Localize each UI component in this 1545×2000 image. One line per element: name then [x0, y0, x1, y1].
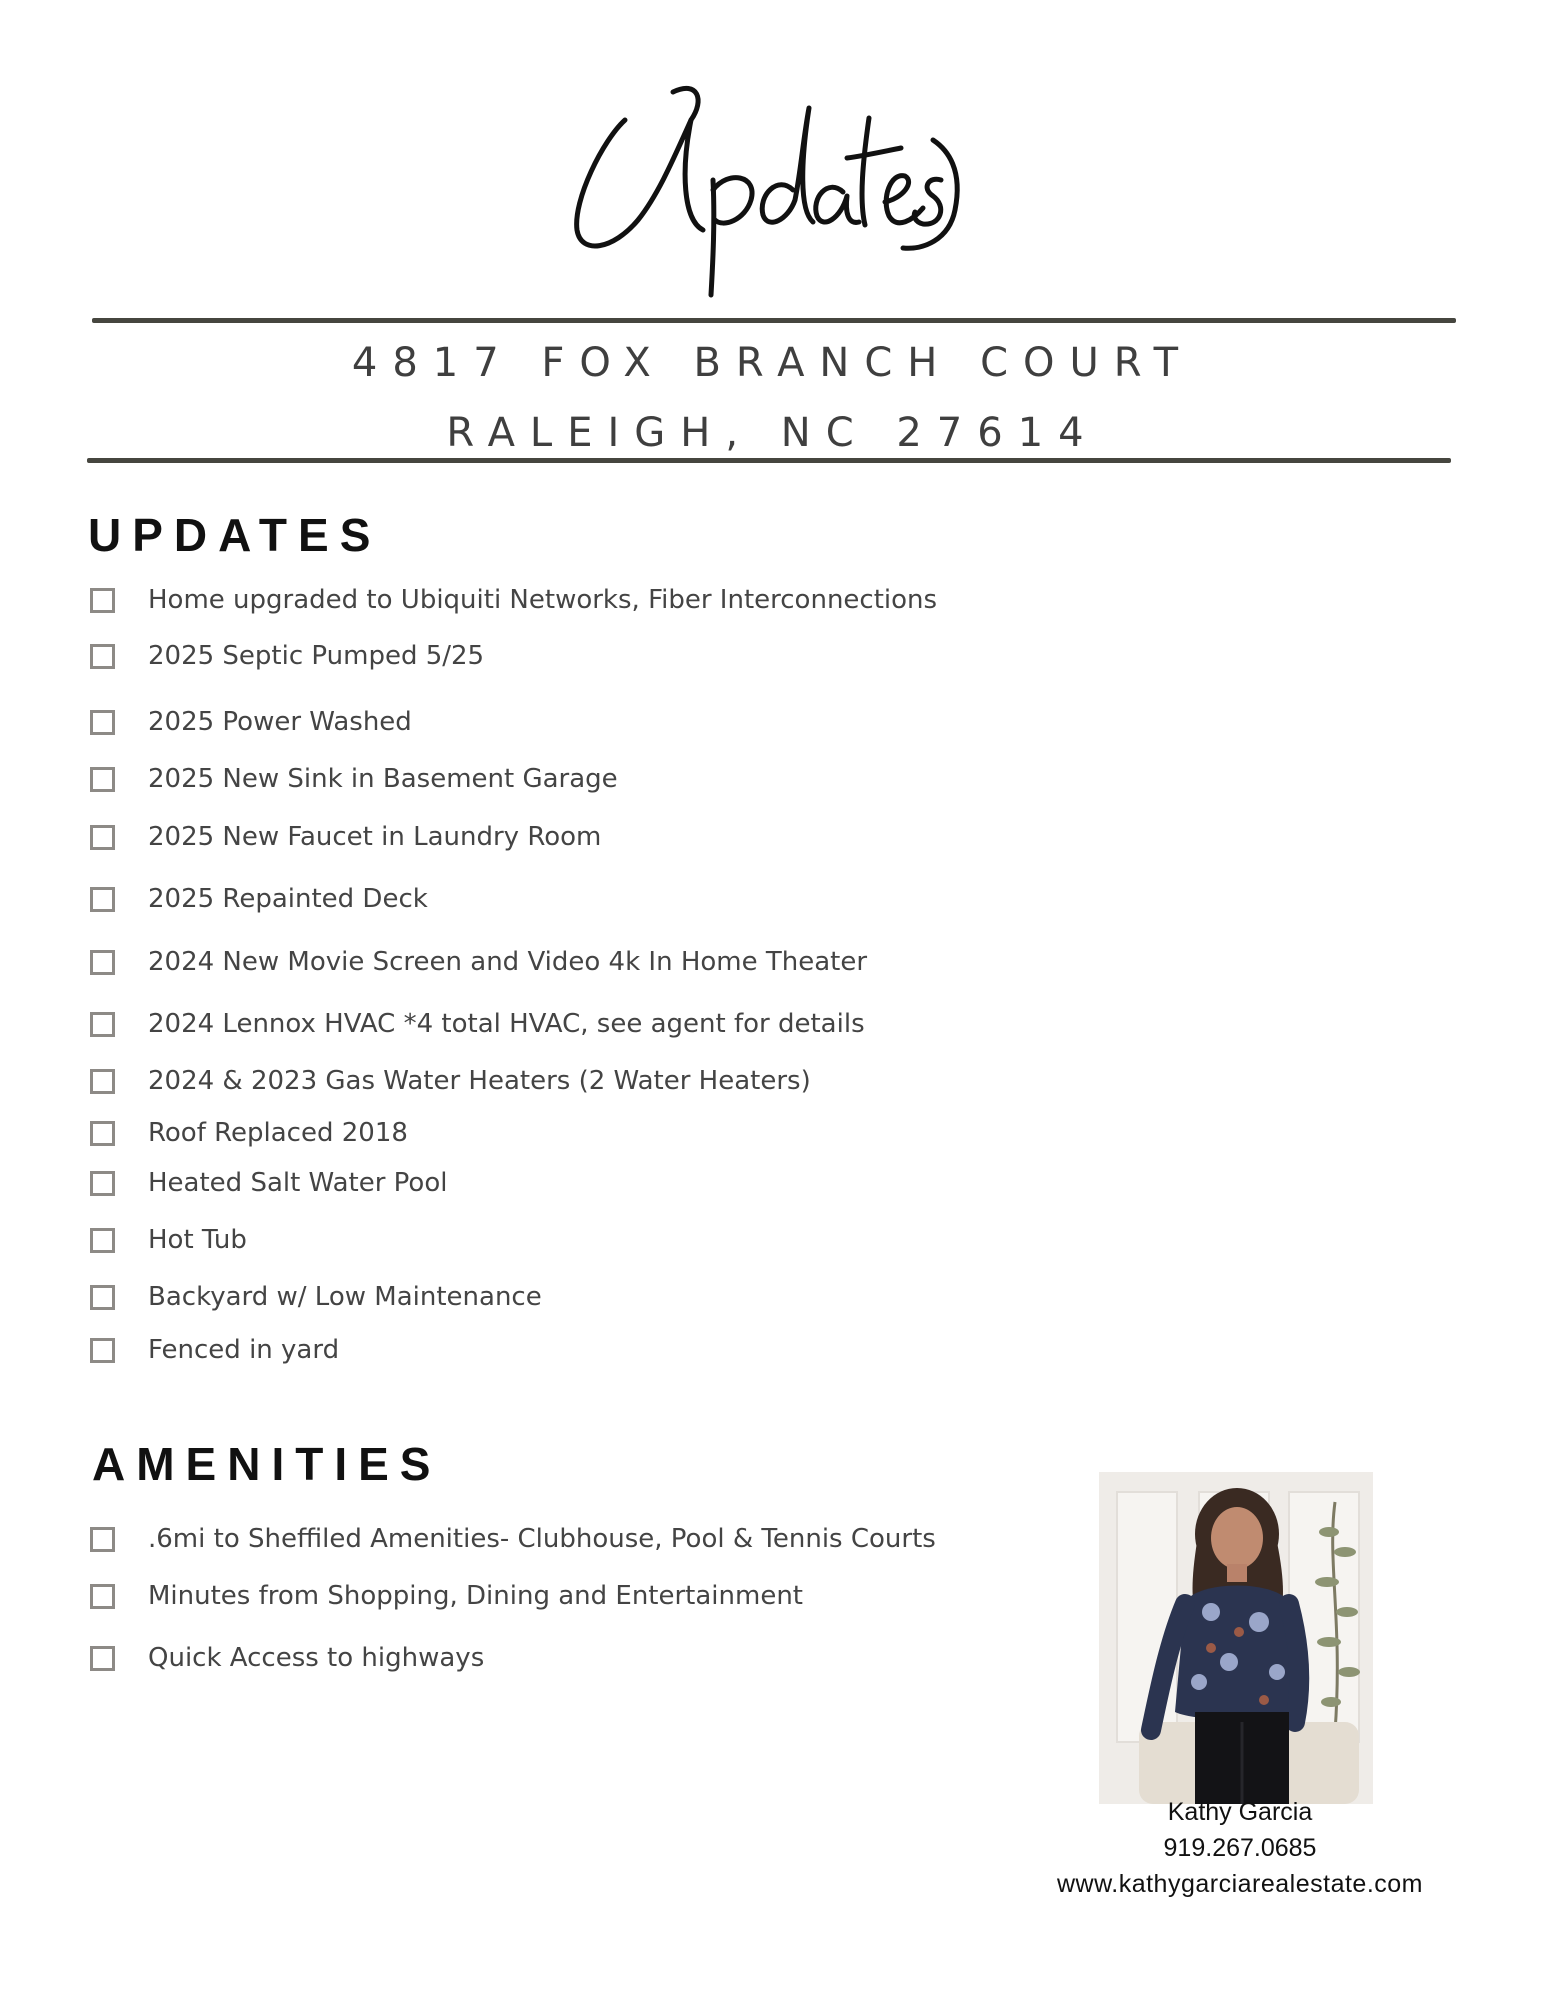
checkbox[interactable] — [90, 1646, 115, 1671]
amenities-heading: AMENITIES — [92, 1438, 442, 1490]
checkbox[interactable] — [90, 710, 115, 735]
checkbox[interactable] — [90, 1285, 115, 1310]
checkbox[interactable] — [90, 644, 115, 669]
checkbox[interactable] — [90, 1069, 115, 1094]
checkbox[interactable] — [90, 1012, 115, 1037]
update-item — [90, 817, 601, 857]
update-item — [90, 636, 484, 676]
update-item — [90, 1220, 247, 1260]
update-item — [90, 759, 618, 799]
amenity-item — [90, 1576, 803, 1616]
update-item-label: 2025 Repainted Deck — [148, 884, 428, 914]
checkbox[interactable] — [90, 1584, 115, 1609]
amenity-item-label: Minutes from Shopping, Dining and Entertainment — [148, 1581, 804, 1611]
update-item-label: Home upgraded to Ubiquiti Networks, Fiber Interconnections — [148, 585, 938, 615]
agent-website-link[interactable]: www.kathygarciarealestate.com — [1056, 1870, 1424, 1898]
amenity-item-label: Quick Access to highways — [148, 1643, 485, 1673]
checkbox[interactable] — [90, 887, 115, 912]
update-item-label: 2024 & 2023 Gas Water Heaters (2 Water Heaters) — [148, 1066, 811, 1096]
amenity-item — [90, 1638, 484, 1678]
agent-phone[interactable]: 919.267.0685 — [1163, 1834, 1317, 1862]
update-item-label: 2025 Septic Pumped 5/25 — [148, 641, 485, 671]
update-item — [90, 580, 937, 620]
amenity-item-label: .6mi to Sheffiled Amenities- Clubhouse, Pool & Tennis Courts — [148, 1524, 936, 1554]
checkbox[interactable] — [90, 767, 115, 792]
update-item — [90, 1163, 447, 1203]
update-item — [90, 879, 428, 919]
script-title-lettering — [563, 80, 983, 310]
update-item-label: Hot Tub — [148, 1225, 247, 1255]
amenity-item — [90, 1519, 936, 1559]
update-item-label: 2024 New Movie Screen and Video 4k In Home Theater — [148, 947, 868, 977]
updates-heading: UPDATES — [88, 509, 382, 561]
update-item-label: 2025 New Sink in Basement Garage — [148, 764, 618, 794]
update-item — [90, 1113, 408, 1153]
checkbox[interactable] — [90, 1121, 115, 1146]
update-item — [90, 1061, 811, 1101]
update-item-label: Fenced in yard — [148, 1335, 340, 1365]
checkbox[interactable] — [90, 1527, 115, 1552]
update-item-label: Roof Replaced 2018 — [148, 1118, 408, 1148]
update-item-label: 2025 Power Washed — [148, 707, 412, 737]
agent-name: Kathy Garcia — [1167, 1798, 1313, 1826]
checkbox[interactable] — [90, 1228, 115, 1253]
update-item — [90, 1004, 865, 1044]
checkbox[interactable] — [90, 825, 115, 850]
checkbox[interactable] — [90, 588, 115, 613]
property-address-street: 4817 FOX BRANCH COURT — [351, 340, 1194, 386]
update-item-label: Backyard w/ Low Maintenance — [148, 1282, 542, 1312]
property-address-city: RALEIGH, NC 27614 — [446, 410, 1099, 456]
script-title-updates — [0, 80, 1545, 310]
update-item — [90, 1277, 542, 1317]
update-item — [90, 1330, 339, 1370]
update-item — [90, 942, 867, 982]
checkbox[interactable] — [90, 1171, 115, 1196]
update-item — [90, 702, 412, 742]
update-item-label: 2024 Lennox HVAC *4 total HVAC, see agent for details — [148, 1009, 865, 1039]
agent-photo — [1099, 1472, 1373, 1804]
update-item-label: 2025 New Faucet in Laundry Room — [148, 822, 602, 852]
checkbox[interactable] — [90, 950, 115, 975]
agent-photo-illustration — [1099, 1472, 1373, 1804]
update-item-label: Heated Salt Water Pool — [148, 1168, 448, 1198]
address-rule-bottom — [87, 458, 1451, 463]
checkbox[interactable] — [90, 1338, 115, 1363]
address-rule-top — [92, 318, 1456, 323]
